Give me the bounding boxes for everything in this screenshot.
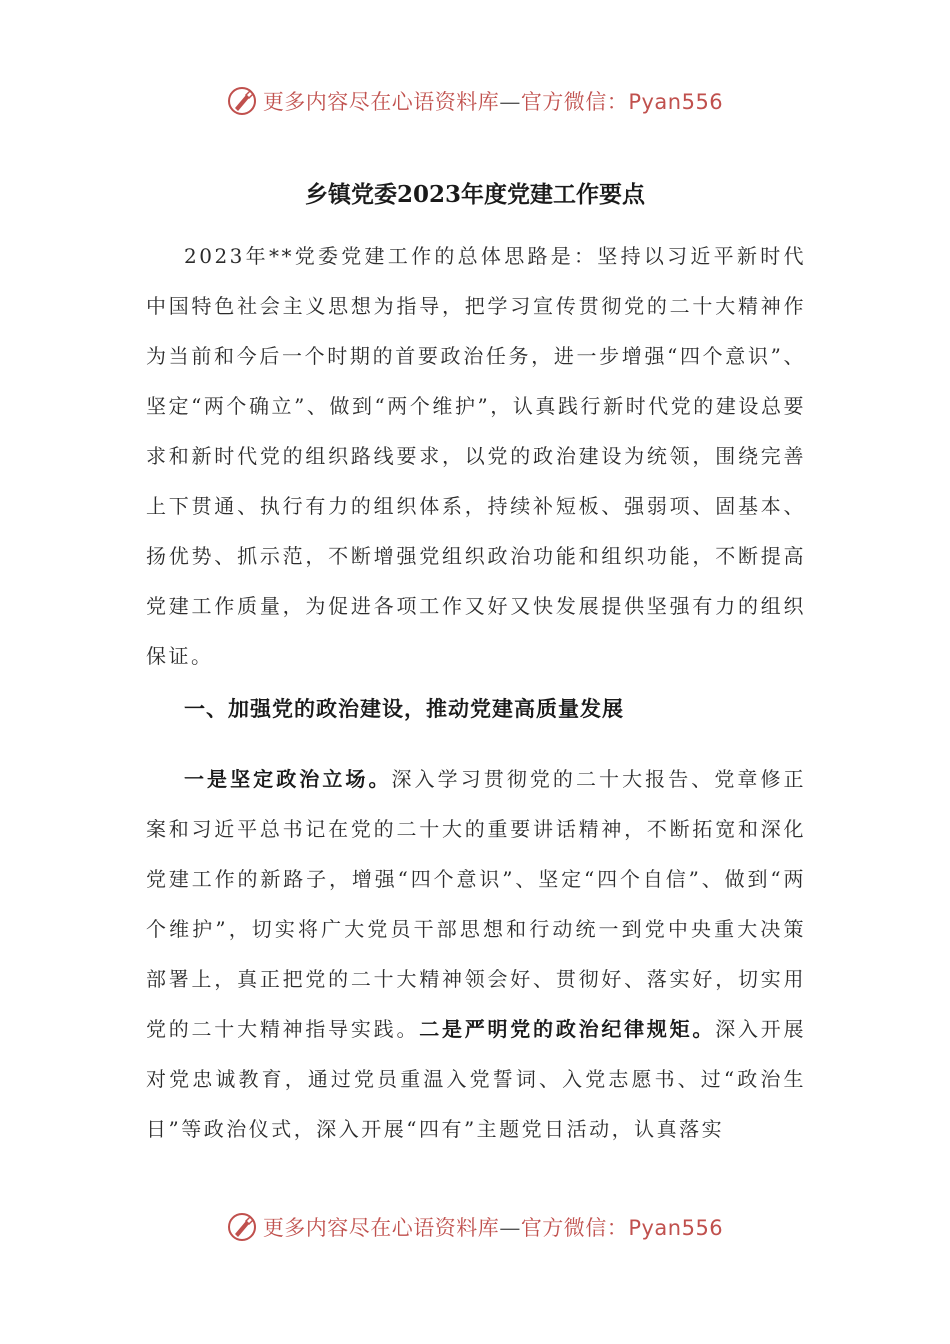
watermark-text: 更多内容尽在心语资料库—官方微信：Pyan556 — [262, 90, 724, 114]
section1-text-2: 深入开展对党忠诚教育，通过党员重温入党誓词、入党志愿书、过“政治生日”等政治仪式，深入开展“四有”主题党日活动，认真落实 — [146, 1017, 807, 1141]
lead-sentence-1: 一是坚定政治立场。 — [184, 767, 392, 791]
intro-paragraph: 2023年**党委党建工作的总体思路是：坚持以习近平新时代中国特色社会主义思想为指导，把学习宣传贯彻党的二十大精神作为当前和今后一个时期的首要政治任务，进一步增强“四个意识”、坚定“两个确立”、做到“两个维护”，认真践行新时代党的建设总要求和新时代党的组织路线要求，以党的政治建设为统领，围绕完善上下贯通、执行有力的组织体系，持续补短板、强弱项、固基本、扬优势、抓示范，不断增强党组织政治功能和组织功能，不断提高党建工作质量，为促进各项工作又好又快发展提供坚强有力的组织保证。 — [146, 244, 806, 668]
watermark-footer — [0, 1212, 950, 1242]
section1-paragraph — [146, 754, 806, 1154]
watermark-text: 更多内容尽在心语资料库—官方微信：Pyan556 — [262, 1216, 724, 1240]
lead-sentence-2: 二是严明党的政治纪律规矩。 — [419, 1017, 716, 1041]
pen-nib-icon — [227, 1212, 257, 1242]
section-heading-1: 一、加强党的政治建设，推动党建高质量发展 — [184, 696, 624, 721]
pen-nib-icon — [227, 86, 257, 116]
section1-text-1: 深入学习贯彻党的二十大报告、党章修正案和习近平总书记在党的二十大的重要讲话精神，不断拓宽和深化党建工作的新路子，增强“四个意识”、坚定“四个自信”、做到“两个维护”，切实将广大党员干部思想和行动统一到党中央重大决策部署上，真正把党的二十大精神领会好、贯彻好、落实好，切实用党的二十大精神指导实践。 — [146, 767, 807, 1041]
document-title: 乡镇党委2023年度党建工作要点 — [304, 181, 645, 208]
watermark-header — [0, 86, 950, 116]
